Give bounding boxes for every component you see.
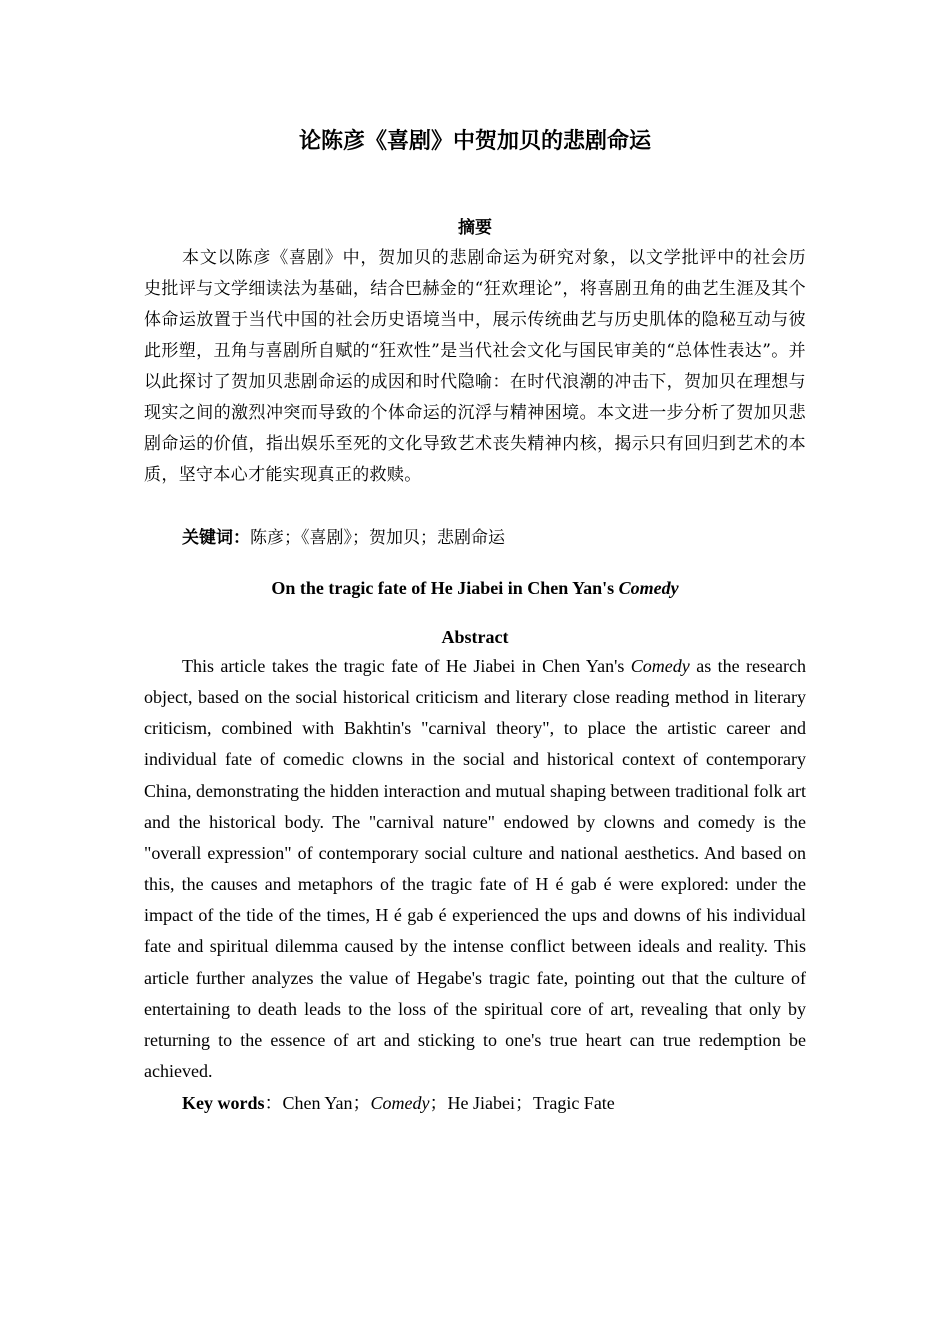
english-keyword-2: Comedy [370,1093,430,1113]
chinese-keywords-label: 关键词： [182,528,250,548]
english-keywords-colon: ： [264,1093,283,1113]
english-keyword-3: ；He Jiabei；Tragic Fate [429,1093,615,1113]
chinese-abstract-body: 本文以陈彦《喜剧》中，贺加贝的悲剧命运为研究对象，以文学批评中的社会历史批评与文学细读法为基础，结合巴赫金的“狂欢理论”，将喜剧丑角的曲艺生涯及其个体命运放置于当代中国的社会历史语境当中，展示传统曲艺与历史肌体的隐秘互动与彼此形塑，丑角与喜剧所自赋的“狂欢性”是当代社会文化与国民审美的“总体性表达”。并以此探讨了贺加贝悲剧命运的成因和时代隐喻：在时代浪潮的冲击下，贺加贝在理想与现实之间的激烈冲突而导致的个体命运的沉浮与精神困境。本文进一步分析了贺加贝悲剧命运的价值，指出娱乐至死的文化导致艺术丧失精神内核，揭示只有回归到艺术的本质，坚守本心才能实现真正的救赎。 [144,248,806,485]
chinese-title: 论陈彦《喜剧》中贺加贝的悲剧命运 [298,129,651,154]
english-abstract-italic: Comedy [630,656,690,676]
english-title-italic: Comedy [618,578,679,598]
english-keyword-1: Chen Yan； [282,1093,371,1113]
english-title-prefix: On the tragic fate of He Jiabei in Chen Yan's [271,578,619,598]
chinese-keywords-list: 陈彦；《喜剧》；贺加贝；悲剧命运 [250,528,505,548]
chinese-keywords [144,523,806,554]
english-abstract-heading: Abstract [441,627,509,647]
english-title [0,573,950,603]
chinese-abstract-heading: 摘要 [458,218,492,238]
english-abstract-rest: as the research object, based on the social historical criticism and literary close reading method in literary criticism, combined with Bakhtin's "carnival theory", to place the artistic career and individual fate of comedic clowns in the social and historical context of contemporary China, demonstrating the hidden interaction and mutual shaping between traditional folk art and the historical body. The "carnival nature" endowed by clowns and comedy is the "overall expression" of contemporary social culture and national aesthetics. And based on this, the causes and metaphors of the tragic fate of H é gab é were explored: under the impact of the tide of the times, H é gab é experienced the ups and downs of his individual fate and spiritual dilemma caused by the intense conflict between ideals and reality. This article further analyzes the value of Hegabe's tragic fate, pointing out that the culture of entertaining to death leads to the loss of the spiritual core of art, revealing that only by returning to the essence of art and sticking to one's true heart can true redemption be achieved. [144,656,807,1082]
english-keywords [144,1088,806,1119]
english-abstract-body [144,651,806,1087]
english-abstract-intro: This article takes the tragic fate of He Jiabei in Chen Yan's [182,656,631,676]
english-keywords-label: Key words [182,1093,265,1113]
